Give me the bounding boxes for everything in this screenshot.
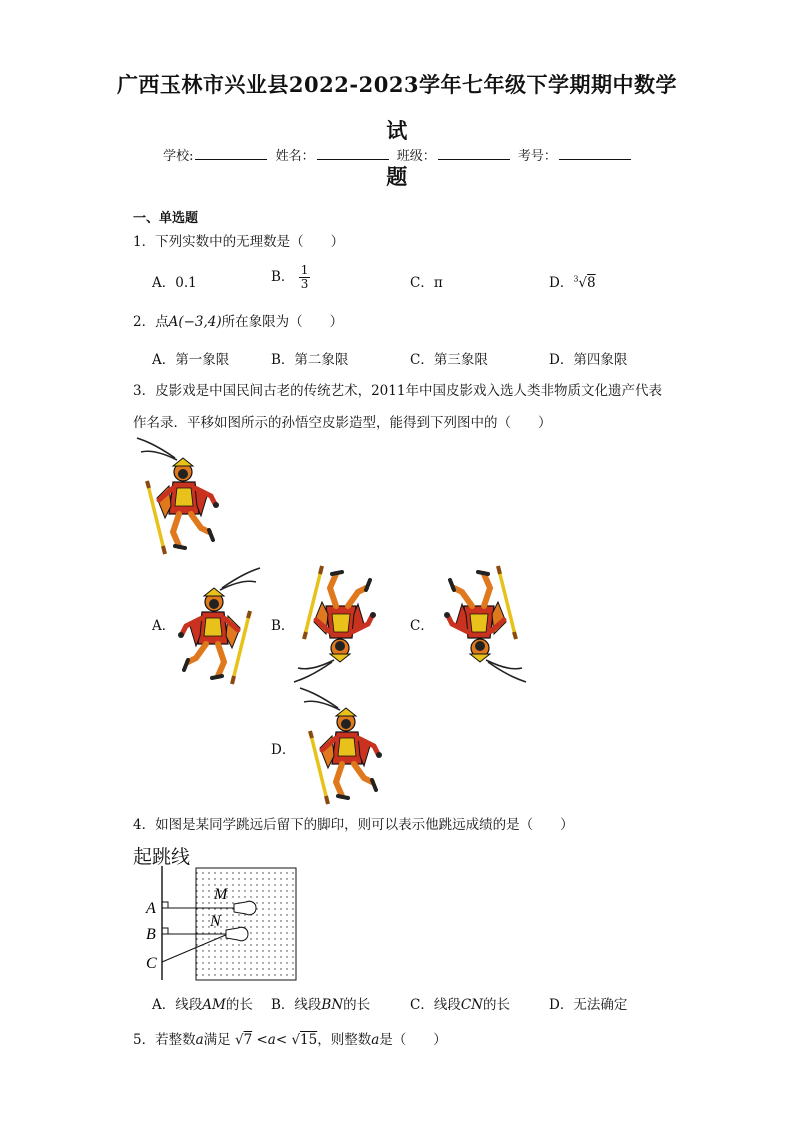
q4-option-a[interactable] — [152, 993, 253, 1013]
radicand: 8 — [587, 275, 596, 291]
q1-option-d[interactable] — [549, 271, 596, 291]
q4-option-d[interactable] — [549, 993, 627, 1013]
option-text: 的长 — [225, 997, 253, 1013]
option-text: 第一象限 — [175, 352, 230, 368]
option-text: 第三象限 — [433, 352, 488, 368]
q3-option-a-label[interactable]: A． — [152, 618, 176, 634]
option-text: 第四象限 — [573, 352, 628, 368]
info-school-blank[interactable] — [195, 147, 267, 160]
option-text: 第二象限 — [294, 352, 349, 368]
radical-sign-icon: √ — [291, 1032, 301, 1048]
option-text: 的长 — [483, 997, 510, 1013]
root-index: 3 — [573, 274, 579, 284]
stem-text: 满足 — [203, 1032, 231, 1048]
title-line-1: 广西玉林市兴业县2022-2023学年七年级下学期期中数学试 — [116, 72, 678, 143]
option-letter: A． — [152, 997, 176, 1013]
q3-option-c-label[interactable]: C． — [410, 618, 434, 634]
point-n-label: N — [210, 913, 221, 930]
q2-option-a[interactable] — [152, 348, 229, 368]
option-letter: A． — [152, 275, 176, 291]
q3-option-b-puppet[interactable] — [292, 562, 382, 684]
point-a-label: A — [146, 900, 156, 917]
original-puppet-figure — [135, 436, 225, 558]
point-a-coordinates: A(−3,4) — [168, 314, 222, 330]
info-name-blank[interactable] — [317, 147, 389, 160]
point-b-label: B — [146, 926, 156, 943]
long-jump-figure — [140, 864, 310, 984]
lower-radicand: 7 — [243, 1032, 253, 1048]
info-school-label: 学校: — [163, 149, 194, 164]
q2-option-d[interactable] — [549, 348, 627, 368]
option-text: π — [433, 275, 443, 291]
q2-option-c[interactable] — [410, 348, 488, 368]
q3-option-d-label[interactable]: D． — [271, 742, 296, 758]
page-title — [110, 62, 684, 200]
point-c-label: C — [146, 955, 157, 972]
option-letter: C． — [410, 352, 434, 368]
less-than-icon: < — [256, 1032, 268, 1048]
q4-option-c[interactable] — [410, 993, 510, 1013]
q3-option-c-puppet[interactable] — [438, 562, 528, 684]
option-text: 无法确定 — [573, 997, 628, 1013]
option-text: 线段 — [175, 997, 203, 1013]
stem-text: ，则整数 — [317, 1032, 372, 1048]
question-1-stem: 1．下列实数中的无理数是（ ） — [133, 234, 345, 250]
option-letter: C． — [410, 275, 434, 291]
option-letter: B． — [271, 352, 295, 368]
question-4-stem: 4．如图是某同学跳远后留下的脚印，则可以表示他跳远成绩的是（ ） — [133, 817, 574, 833]
option-letter: A． — [152, 352, 176, 368]
stem-text: 5．若整数 — [133, 1032, 196, 1048]
info-exam-no-blank[interactable] — [559, 147, 631, 160]
radical-sign-icon: √ — [234, 1032, 244, 1048]
segment-name: BN — [321, 997, 344, 1013]
stem-text: 2．点 — [133, 314, 169, 330]
option-text: 的长 — [343, 997, 371, 1013]
segment-name: CN — [460, 997, 483, 1013]
question-2-stem — [133, 310, 343, 335]
upper-radicand: 15 — [300, 1032, 318, 1048]
q3-option-d-puppet[interactable] — [298, 686, 388, 808]
info-class-blank[interactable] — [438, 147, 510, 160]
variable-a: a — [267, 1032, 276, 1048]
info-name-label: 姓名： — [275, 149, 315, 164]
variable-a: a — [195, 1032, 204, 1048]
q2-option-b[interactable] — [271, 348, 348, 368]
option-text: 线段 — [294, 997, 322, 1013]
stem-text: 所在象限为（ ） — [221, 314, 344, 330]
q3-option-a-puppet[interactable] — [172, 566, 262, 688]
option-text: 0.1 — [175, 275, 197, 291]
stem-text: 是（ ） — [379, 1032, 447, 1048]
radical-sign-icon: √ — [578, 275, 588, 291]
option-letter: D． — [549, 275, 574, 291]
q1-option-b[interactable] — [271, 264, 310, 291]
option-letter: C． — [410, 997, 434, 1013]
denominator: 3 — [300, 277, 309, 291]
info-class-label: 班级： — [396, 149, 436, 164]
segment-name: AM — [202, 997, 226, 1013]
section-heading: 一、单选题 — [133, 211, 199, 226]
variable-a: a — [371, 1032, 380, 1048]
option-letter: D． — [549, 997, 574, 1013]
less-than-icon: < — [275, 1032, 288, 1048]
option-letter: D． — [549, 352, 574, 368]
q3-option-b-label[interactable]: B． — [271, 618, 295, 634]
question-3-stem: 3．皮影戏是中国民间古老的传统艺术，2011年中国皮影戏入选人类非物质文化遗产代表作名录．平移如图所示的孙悟空皮影造型，能得到下列图中的（ ） — [133, 383, 662, 431]
q1-option-c[interactable] — [410, 271, 443, 291]
student-info-line — [0, 145, 794, 164]
q4-option-b[interactable] — [271, 993, 370, 1013]
q1-option-a[interactable] — [152, 271, 197, 291]
option-text: 线段 — [433, 997, 461, 1013]
question-5-stem — [133, 1028, 447, 1053]
point-m-label: M — [214, 886, 228, 903]
info-exam-no-label: 考号： — [517, 149, 557, 164]
start-line-label: 起跳线 — [133, 846, 191, 868]
option-letter: B． — [271, 269, 295, 285]
option-letter: B． — [271, 997, 295, 1013]
title-line-2: 题 — [386, 164, 408, 189]
fraction — [299, 264, 311, 291]
numerator: 1 — [300, 263, 309, 277]
